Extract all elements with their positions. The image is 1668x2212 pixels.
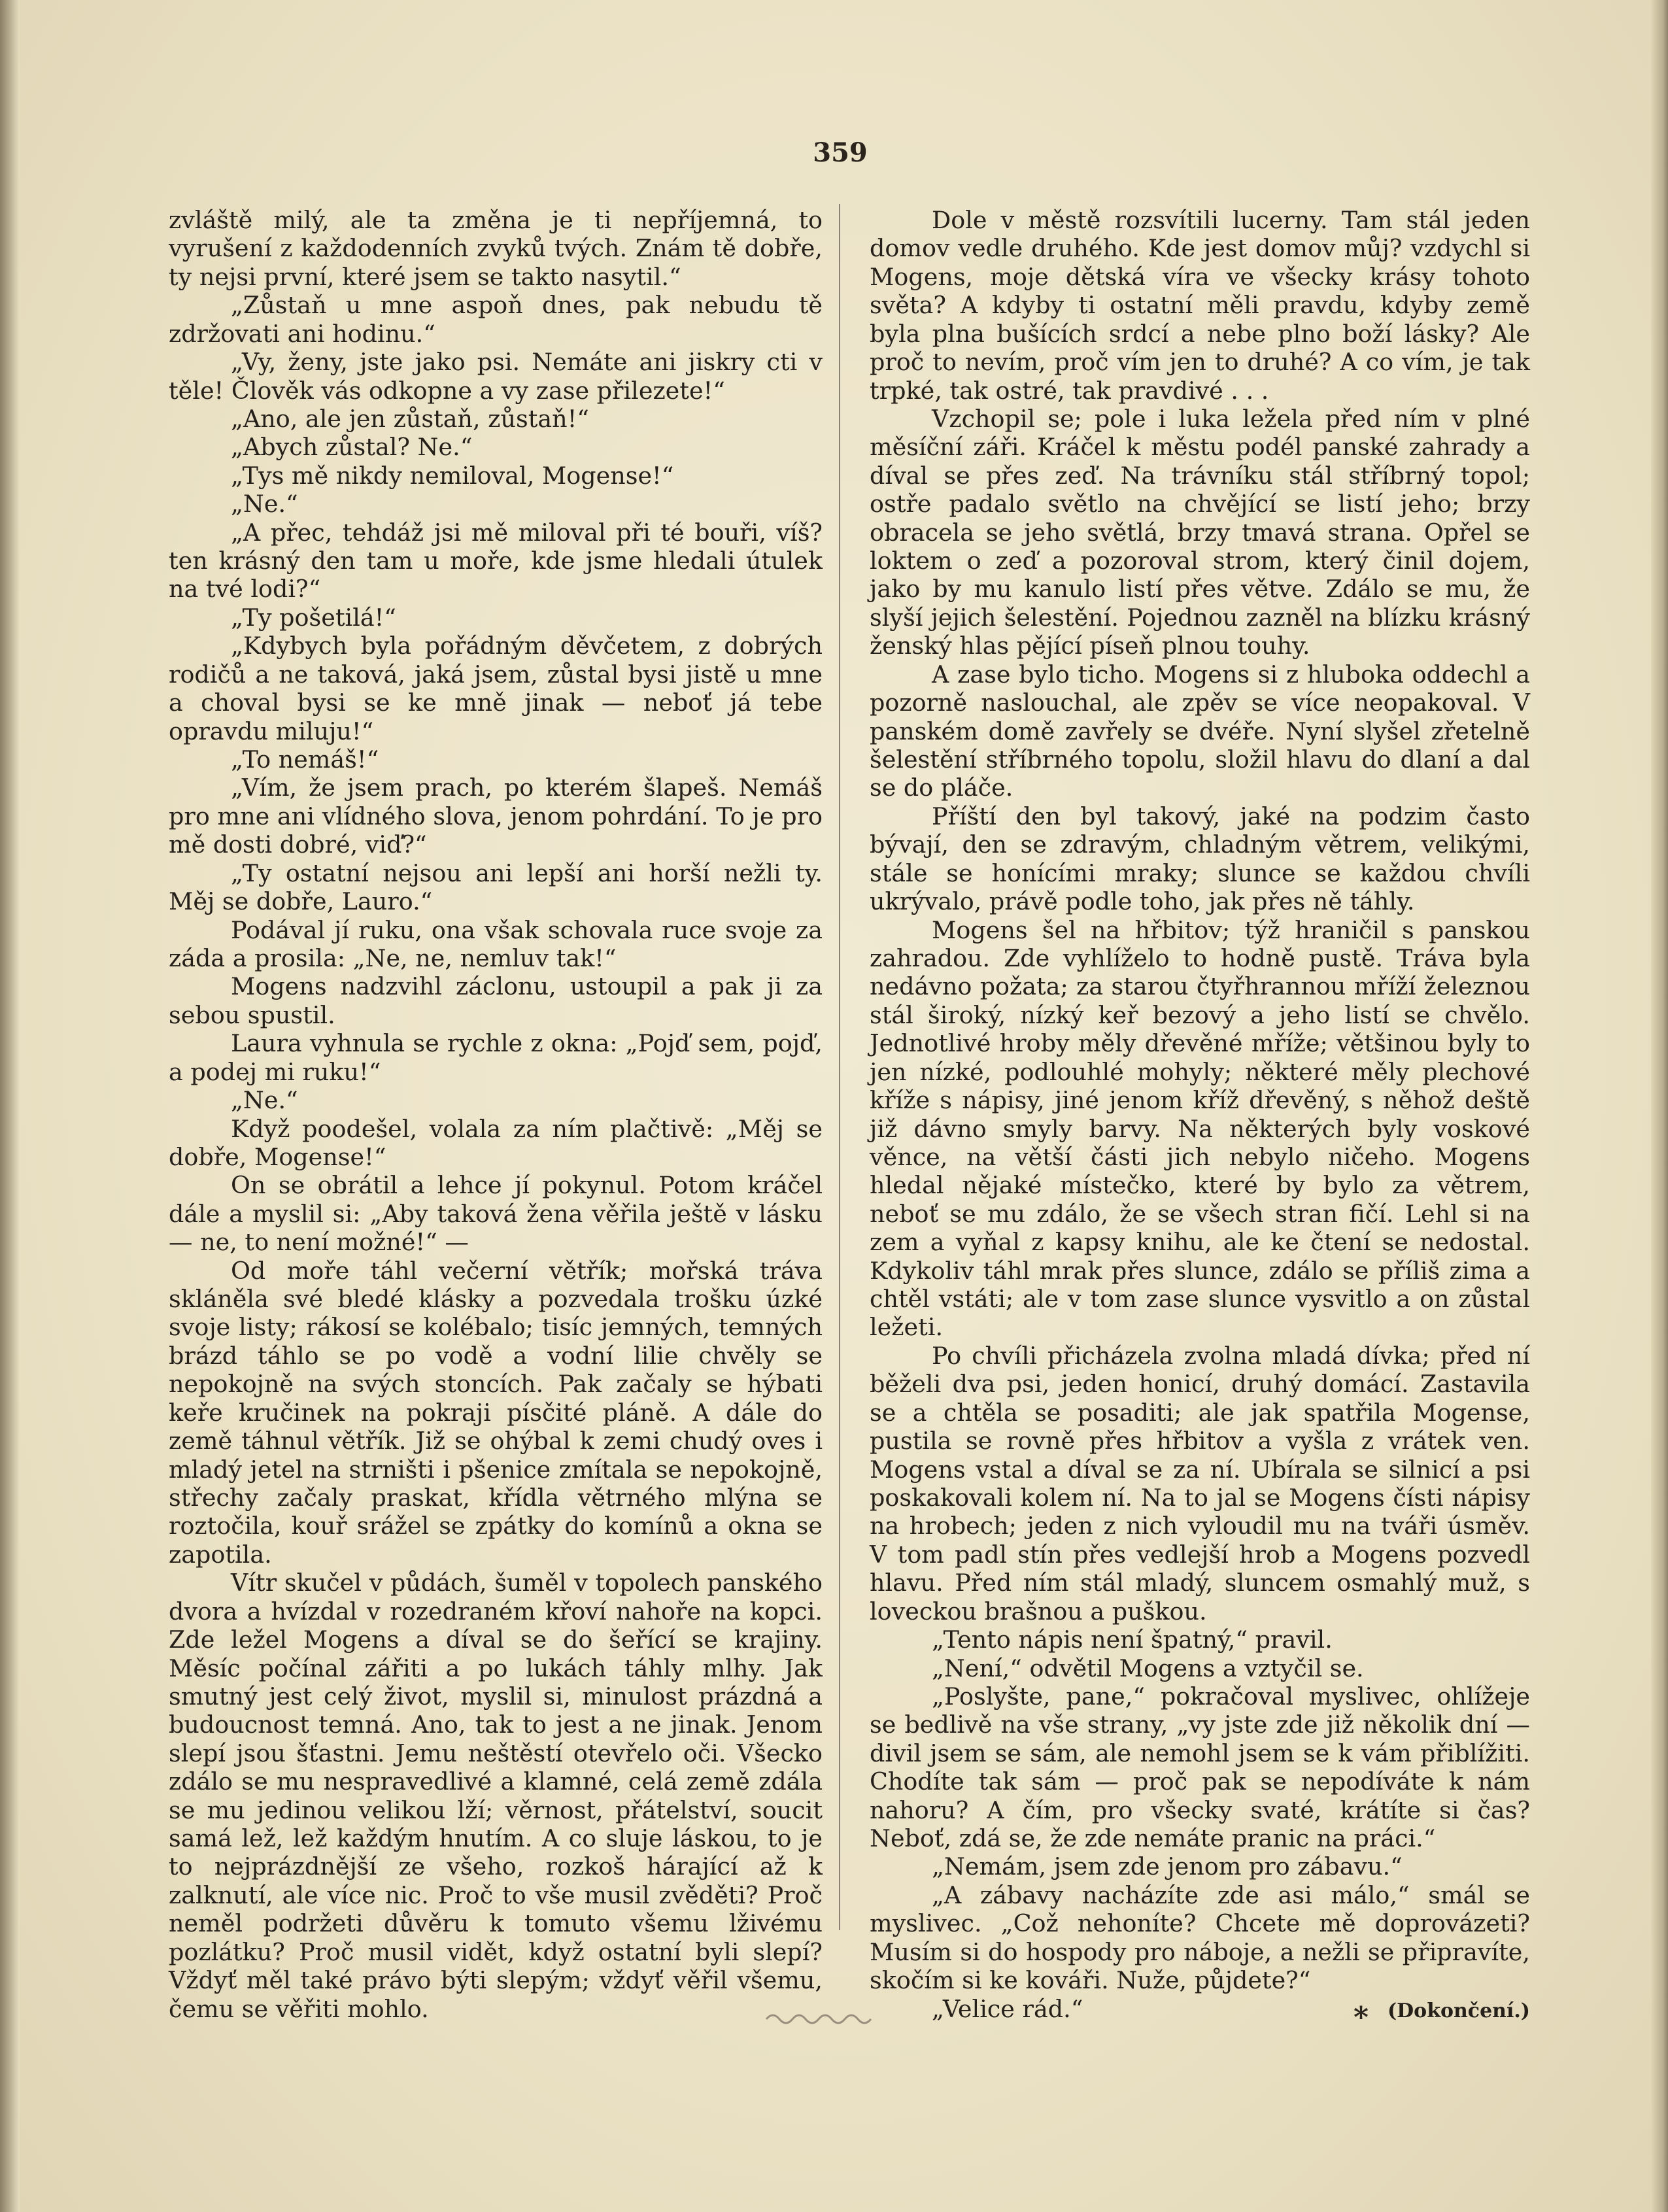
paragraph: „Abych zůstal? Ne.“ [231, 433, 473, 462]
page-number: 359 [813, 137, 868, 168]
paragraph: „Není,“ odvětil Mogens a vztyčil se. [932, 1654, 1364, 1682]
paragraph: Od moře táhl večerní větřík; mořská tráva skláněla své bledé klásky a pozvedala trošku úzké svoje listy; rákosí se kolébalo; tisíc jemných, temných brázd táhlo se po vodě a vodní lilie chvěly se nepokojně na svých stoncích. Pak začaly se hýbati keře kručinek na pokraji písčité pláně. A dále do země táhnul větřík. Již se ohýbal k zemi chudý oves i mladý jetel na strništi i pšenice zmítala se nepokojně, střechy začaly praskat, křídla větrného mlýna se roztočila, kouř srážel se zpátky do komínů a okna se zapotila. [169, 1256, 823, 1569]
paragraph: „Poslyšte, pane,“ pokračoval myslivec, ohlížeje se bedlivě na vše strany, „vy jste zde již několik dní — divil jsem se sám, ale nemohl jsem se k vám přiblížiti. Chodíte tak sám — proč pak se nepodíváte k nám nahoru? A čím, pro všecky svaté, krátíte si čas? Neboť, zdá se, že zde nemáte pranic na práci.“ [870, 1682, 1530, 1853]
paragraph: Podával jí ruku, ona však schovala ruce svoje za záda a prosila: „Ne, ne, nemluv tak!“ [169, 915, 823, 972]
paragraph: „Vy, ženy, jste jako psi. Nemáte ani jiskry cti v těle! Člověk vás odkopne a vy zase přilezete!“ [169, 348, 823, 405]
page-edge [1651, 0, 1668, 2212]
closing-line [870, 1995, 1530, 2023]
paragraph: Dole v městě rozsvítili lucerny. Tam stál jeden domov vedle druhého. Kde jest domov můj? vzdychl si Mogens, moje dětská víra ve všecky krásy tohoto světa? A kdyby ti ostatní měli pravdu, kdyby země byla plna bušících srdcí a nebe plno boží lásky? Ale proč to nevím, proč vím jen to druhé? A co vím, je tak trpké, tak ostré, tak pravdivé . . . [870, 206, 1530, 405]
paragraph: Když poodešel, volala za ním plačtivě: „Měj se dobře, Mogense!“ [169, 1114, 823, 1171]
paragraph: Příští den byl takový, jaké na podzim často bývají, den se zdravým, chladným větrem, velikými, stále se honícími mraky; slunce se každou chvíli ukrývalo, právě podle toho, jak přes ně táhly. [870, 802, 1530, 916]
final-line: „Velice rád.“ [932, 1994, 1083, 2023]
end-mark: * [1353, 2001, 1369, 2034]
paragraph: Po chvíli přicházela zvolna mladá dívka; před ní běželi dva psi, jeden honicí, druhý domácí. Zastavila se a chtěla se posaditi; ale jak spatřila Mogense, pustila se rovně přes hřbitov a vyšla z vrátek ven. Mogens vstal a díval se za ní. Ubírala se silnicí a psi poskakovali kolem ní. Na to jal se Mogens čísti nápisy na hrobech; jeden z nich vyloudil mu na tváři úsměv. V tom padl stín přes vedlejší hrob a Mogens pozvedl hlavu. Před ním stál mladý, sluncem osmahlý muž, s loveckou brašnou a puškou. [870, 1341, 1530, 1625]
paragraph: „Ne.“ [231, 490, 298, 519]
paragraph: „Vím, že jsem prach, po kterém šlapeš. Nemáš pro mne ani vlídného slova, jenom pohrdání. To je pro mě dosti dobré, viď?“ [169, 774, 823, 859]
paragraph: Mogens nadzvihl záclonu, ustoupil a pak ji za sebou spustil. [169, 972, 823, 1029]
paragraph: „Tento nápis není špatný,“ pravil. [932, 1625, 1333, 1654]
paragraph: „To nemáš!“ [231, 745, 379, 774]
column-divider [839, 204, 840, 1930]
paragraph: „Nemám, jsem zde jenom pro zábavu.“ [932, 1852, 1403, 1881]
paragraph: „Ano, ale jen zůstaň, zůstaň!“ [231, 404, 589, 433]
paragraph: A zase bylo ticho. Mogens si z hluboka oddechl a pozorně naslouchal, ale zpěv se více neopakoval. V panském domě zavřely se dvéře. Nyní slyšel zřetelně šelestění stříbrného topolu, složil hlavu do dlaní a dal se do pláče. [870, 660, 1530, 802]
right-column [870, 206, 1530, 2023]
paragraph: „Zůstaň u mne aspoň dnes, pak nebudu tě zdržovati ani hodinu.“ [169, 291, 823, 348]
paragraph: „Ne.“ [231, 1086, 298, 1115]
continuation-note: (Dokončení.) [1387, 1999, 1530, 2022]
paragraph: Laura vyhnula se rychle z okna: „Pojď sem, pojď, a podej mi ruku!“ [169, 1029, 823, 1086]
paragraph: zvláště milý, ale ta změna je ti nepříjemná, to vyrušení z každodenních zvyků tvých. Znám tě dobře, ty nejsi první, které jsem se takto nasytil.“ [169, 206, 823, 291]
paragraph: „Tys mě nikdy nemiloval, Mogense!“ [231, 461, 674, 490]
wave-ornament [765, 2007, 876, 2027]
paragraph: „Ty ostatní nejsou ani lepší ani horší nežli ty. Měj se dobře, Lauro.“ [169, 859, 823, 916]
paragraph: „A přec, tehdáž jsi mě miloval při té bouři, víš? ten krásný den tam u moře, kde jsme hledali útulek na tvé lodi?“ [169, 518, 823, 604]
left-column [169, 206, 823, 2023]
paragraph: „Ty pošetilá!“ [231, 603, 396, 632]
paragraph: On se obrátil a lehce jí pokynul. Potom kráčel dále a myslil si: „Aby taková žena věřila ještě v lásku — ne, to není možné!“ — [169, 1171, 823, 1257]
paragraph: Mogens šel na hřbitov; týž hraničil s panskou zahradou. Zde vyhlíželo to hodně pustě. Tráva byla nedávno požata; za starou čtyřhrannou mříží železnou stál široký, nízký keř bezový a jeho listí se chvělo. Jednotlivé hroby měly dřevěné mříže; většinou byly to jen nízké, podlouhlé mohyly; některé měly plechové kříže s nápisy, jiné jenom kříž dřevěný, s něhož deště již dávno smyly barvy. Na některých byly voskové věnce, na větší části jich nebylo ničeho. Mogens hledal nějaké místečko, které by bylo za větrem, neboť se mu zdálo, že se všech stran fičí. Lehl si na zem a vyňal z kapsy knihu, ale ke čtení se nedostal. Kdykoliv táhl mrak přes slunce, zdálo se příliš zima a chtěl vstáti; ale v tom zase slunce vysvitlo a on zůstal ležeti. [870, 915, 1530, 1342]
paragraph: Vzchopil se; pole i luka ležela před ním v plné měsíční záři. Kráčel k městu podél panské zahrady a díval se přes zeď. Na trávníku stál stříbrný topol; ostře padalo světlo na chvějící se listí jeho; brzy obracela se jeho světlá, brzy tmavá strana. Opřel se loktem o zeď a pozoroval strom, který činil dojem, jako by mu kanulo listí přes větve. Zdálo se mu, že slyší jejich šelestění. Pojednou zazněl na blízku krásný ženský hlas pějící píseň plnou touhy. [870, 404, 1530, 660]
page-gutter [0, 0, 20, 2212]
paragraph: „A zábavy nacházíte zde asi málo,“ smál se myslivec. „Což nehoníte? Chcete mě doprovázeti? Musím si do hospody pro náboje, a nežli se připravíte, skočím si ke kováři. Nuže, půjdete?“ [870, 1880, 1530, 1995]
paragraph: Vítr skučel v půdách, šuměl v topolech panského dvora a hvízdal v rozedraném křoví nahoře na kopci. Zde ležel Mogens a díval se do šeřící se krajiny. Měsíc počínal zářiti a po lukách táhly mlhy. Jak smutný jest celý život, myslil si, minulost prázdná a budoucnost temná. Ano, tak to jest a ne jinak. Jenom slepí jsou šťastni. Jemu neštěstí otevřelo oči. Všecko zdálo se mu nespravedlivé a klamné, celá země zdála se mu jedinou velikou lží; věrnost, přátelství, soucit samá lež, lež každým hnutím. A co sluje láskou, to je to nejprázdnější ze všeho, rozkoš hárající až k zalknutí, ale více nic. Proč to vše musil zvěděti? Proč neměl podržeti důvěru k tomuto všemu lživému pozlátku? Proč musil vidět, když ostatní byli slepí? Vždyť měl také právo býti slepým; vždyť věřil všemu, čemu se věřiti mohlo. [169, 1569, 823, 2023]
paragraph: „Kdybych byla pořádným děvčetem, z dobrých rodičů a ne taková, jaká jsem, zůstal bysi jistě u mne a choval bysi se ke mně jinak — neboť já tebe opravdu miluju!“ [169, 632, 823, 745]
